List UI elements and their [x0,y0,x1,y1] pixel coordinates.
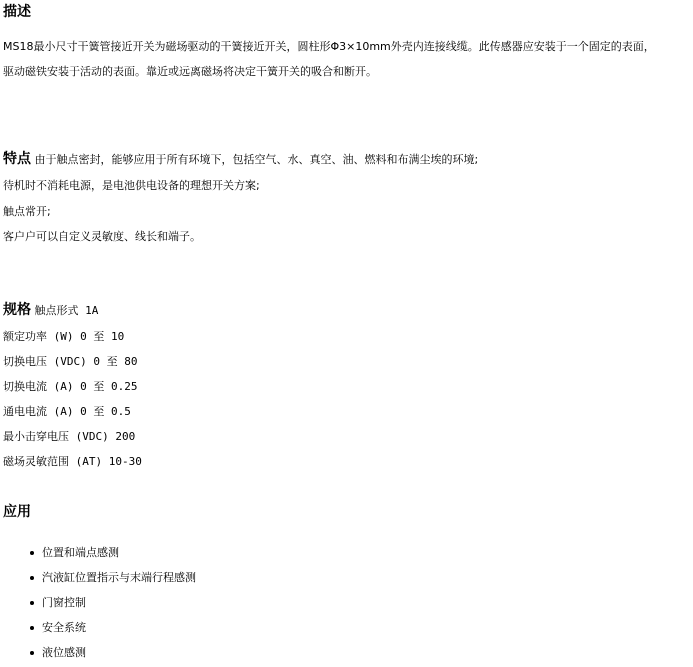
application-label: 汽液缸位置指示与末端行程感测 [42,571,196,584]
spec-row: 额定功率 (W) 0 至 10 [3,330,125,343]
bullet-icon [30,551,34,555]
specs-heading: 规格 [3,302,31,318]
spec-row: 切换电流 (A) 0 至 0.25 [3,380,138,393]
spec-row: 通电电流 (A) 0 至 0.5 [3,405,131,418]
features-first-line [3,151,478,168]
description-line: MS18最小尺寸干簧管接近开关为磁场驱动的干簧接近开关，圆柱形Φ3×10mm外壳内连接线缆。此传感器应安装于一个固定的表面， [3,40,655,53]
list-item [24,565,196,590]
bullet-icon [30,626,34,630]
features-heading: 特点 [3,151,31,167]
applications-heading: 应用 [3,504,31,520]
features-line: 客户户可以自定义灵敏度、线长和端子。 [3,230,201,243]
features-line: 由于触点密封，能够应用于所有环境下，包括空气、水、真空、油、燃料和布满尘埃的环境; [34,153,479,166]
spec-row: 磁场灵敏范围 (AT) 10-30 [3,455,142,468]
spec-row: 最小击穿电压 (VDC) 200 [3,430,136,443]
list-item [24,540,196,565]
bullet-icon [30,576,34,580]
features-line: 触点常开; [3,205,51,218]
application-label: 门窗控制 [42,596,86,609]
spec-row: 触点形式 1A [34,304,99,317]
list-item [24,590,196,615]
description-heading: 描述 [3,4,31,20]
list-item [24,640,196,665]
application-label: 安全系统 [42,621,86,634]
application-label: 液位感测 [42,646,86,659]
applications-list [24,540,196,665]
bullet-icon [30,601,34,605]
description-line: 驱动磁铁安装于活动的表面。靠近或远离磁场将决定干簧开关的吸合和断开。 [3,65,377,78]
features-line: 待机时不消耗电源，是电池供电设备的理想开关方案; [3,179,260,192]
list-item [24,615,196,640]
application-label: 位置和端点感测 [42,546,119,559]
specs-first-line [3,302,98,319]
bullet-icon [30,651,34,655]
spec-row: 切换电压 (VDC) 0 至 80 [3,355,138,368]
